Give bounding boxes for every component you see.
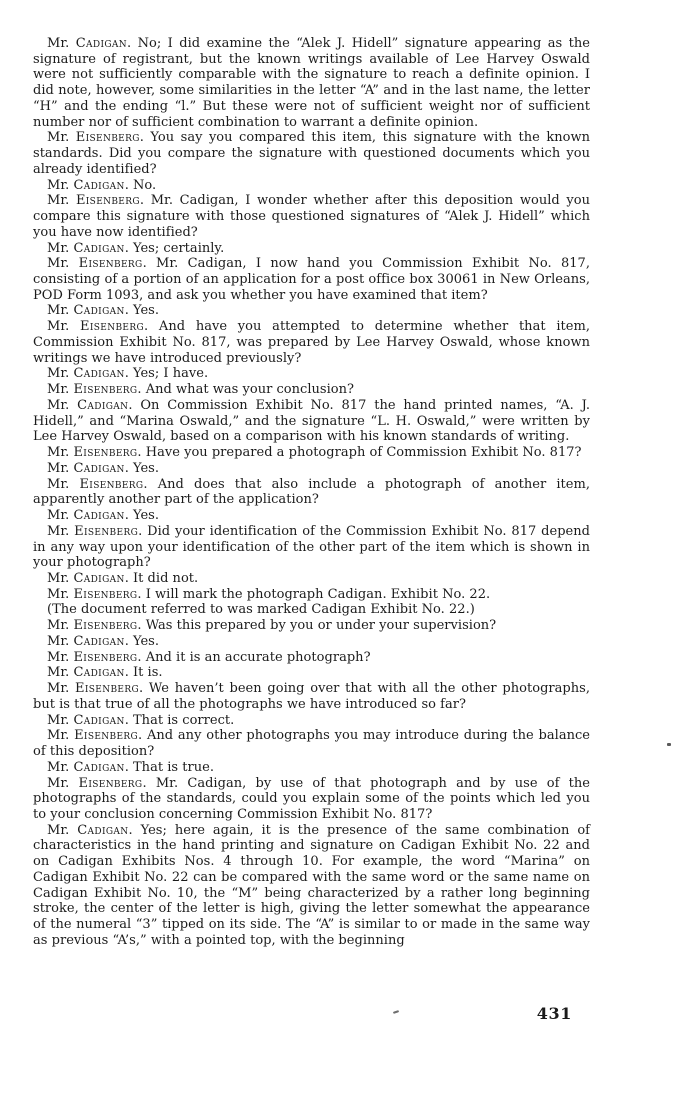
speaker-label — [47, 178, 129, 193]
paragraph-text: And does that also include a photograph of another item, apparently another part of the application? — [33, 476, 590, 508]
speaker-period: . — [128, 822, 133, 838]
speaker-label — [47, 587, 142, 602]
speaker-label — [47, 665, 129, 680]
speaker-prefix: Mr. — [47, 476, 80, 492]
paragraph-text: That is true. — [128, 759, 215, 775]
transcript-paragraph — [33, 681, 590, 712]
speaker-label — [47, 303, 129, 318]
paragraph-text: Yes. — [128, 460, 160, 476]
speaker-label — [47, 193, 144, 208]
paragraph-text: Yes; I have. — [128, 366, 209, 382]
speaker-period: . — [137, 445, 142, 461]
speaker-prefix: Mr. — [47, 256, 79, 272]
speaker-label — [47, 319, 148, 334]
paragraph-text: Mr. Cadigan, by use of that photograph and by use of the photographs of the standards, could you explain some of the points which led you to your conclusion concerning Commission Exhibit No. 817? — [33, 775, 590, 822]
transcript-paragraph — [33, 241, 590, 257]
paragraph-text: And it is an accurate photograph? — [141, 649, 371, 665]
speaker-label — [47, 728, 142, 743]
speaker-name: Eisenberg — [80, 319, 145, 335]
speaker-name: Eisenberg — [74, 523, 139, 539]
paragraph-text: (The document referred to was marked Cadigan Exhibit No. 22.) — [47, 602, 475, 618]
speaker-prefix: Mr. — [47, 177, 74, 193]
speaker-name: Eisenberg — [75, 130, 140, 146]
speaker-prefix: Mr. — [47, 665, 74, 681]
paragraph-text: Yes. — [128, 303, 160, 319]
speaker-period: . — [142, 256, 147, 272]
speaker-prefix: Mr. — [47, 775, 79, 791]
paragraph-text: Did your identification of the Commission Exhibit No. 817 depend in any way upon your identification of the other part of the item which is shown in your photograph? — [33, 523, 591, 571]
speaker-label — [47, 650, 142, 665]
speaker-prefix: Mr. — [47, 822, 78, 838]
speaker-label — [47, 618, 142, 633]
scan-artifact-dash — [393, 1010, 399, 1014]
paragraph-text: It did not. — [128, 570, 199, 586]
speaker-name: Cadigan — [73, 665, 125, 681]
speaker-period: . — [138, 523, 143, 539]
transcript-paragraph — [33, 760, 590, 776]
speaker-name: Cadigan — [73, 240, 125, 256]
transcript-paragraph — [33, 634, 590, 650]
transcript-paragraph — [33, 382, 590, 398]
paragraph-text: Yes; here again, it is the presence of the same combination of characteristics in the hand printing and signature on Cadigan Exhibit No. 22 and on Cadigan Exhibits Nos. 4 through 10. For example, the word “Marina” on Cadigan Exhibit No. 22 can be compared with the same word or the same name on Cadigan Exhibit No. 10, the “M” being characterized by a rather long beginning stroke, the center of the letter is high, giving the letter somewhat the appearance of the numeral “3” tipped on its side. The “A” is similar to or made in the same way as previous “A’s,” with a pointed top, with the beginning — [33, 822, 590, 948]
speaker-period: . — [124, 665, 129, 681]
speaker-prefix: Mr. — [47, 618, 74, 634]
paragraph-text: And have you attempted to determine whether that item, Commission Exhibit No. 817, was prepared by Lee Harvey Oswald, whose known writings we have introduced previously? — [33, 319, 590, 366]
speaker-label — [47, 36, 131, 51]
transcript-paragraph — [33, 445, 590, 461]
speaker-name: Eisenberg — [79, 476, 144, 492]
speaker-name: Cadigan — [73, 366, 125, 382]
transcript-paragraph — [33, 319, 590, 366]
speaker-label — [47, 571, 129, 586]
transcript-paragraph — [33, 130, 590, 177]
speaker-label — [47, 256, 147, 271]
speaker-label — [47, 366, 129, 381]
speaker-prefix: Mr. — [47, 397, 78, 413]
paragraph-text: Yes. — [128, 508, 160, 524]
speaker-label — [47, 398, 133, 413]
paragraph-text: We haven’t been going over that with all the other photographs, but is that true of all the photographs we have introduced so far? — [33, 681, 590, 712]
transcript-paragraph — [33, 477, 590, 508]
scan-artifact-dot — [667, 743, 671, 746]
speaker-period: . — [142, 775, 147, 791]
speaker-period: . — [124, 633, 129, 649]
speaker-label — [47, 241, 129, 256]
speaker-period: . — [124, 177, 129, 193]
speaker-prefix: Mr. — [47, 130, 76, 146]
speaker-label — [47, 461, 129, 476]
speaker-period: . — [139, 193, 145, 209]
transcript-paragraph — [33, 398, 590, 445]
speaker-prefix: Mr. — [47, 649, 74, 665]
speaker-period: . — [137, 382, 142, 398]
speaker-name: Eisenberg — [73, 649, 138, 665]
speaker-prefix: Mr. — [47, 508, 74, 524]
speaker-period: . — [124, 303, 129, 319]
transcript-paragraph — [33, 508, 590, 524]
transcript-paragraph — [33, 728, 590, 759]
speaker-name: Eisenberg — [75, 193, 140, 209]
transcript-body — [33, 36, 590, 949]
speaker-period: . — [124, 366, 129, 382]
speaker-prefix: Mr. — [47, 570, 74, 586]
speaker-name: Eisenberg — [73, 445, 138, 461]
speaker-period: . — [128, 397, 133, 413]
paragraph-text: That is correct. — [128, 712, 235, 728]
paragraph-text: You say you compared this item, this signature with the known standards. Did you compare the signature with questioned documents which you already identified? — [33, 130, 590, 177]
transcript-paragraph — [33, 366, 590, 382]
speaker-label — [47, 445, 142, 460]
speaker-period: . — [126, 36, 132, 51]
speaker-period: . — [137, 618, 142, 634]
speaker-prefix: Mr. — [47, 523, 75, 539]
speaker-label — [47, 713, 129, 728]
speaker-label — [47, 382, 142, 397]
paragraph-text: Yes. — [128, 633, 160, 649]
speaker-name: Cadigan — [73, 508, 125, 524]
speaker-prefix: Mr. — [47, 759, 74, 775]
paragraph-text: It is. — [128, 665, 163, 681]
paragraph-text: And any other photographs you may introduce during the balance of this deposition? — [33, 728, 590, 760]
transcript-paragraph — [33, 36, 590, 130]
speaker-name: Cadigan — [73, 712, 125, 728]
paragraph-text: Was this prepared by you or under your supervision? — [141, 618, 497, 634]
paragraph-text: Yes; certainly. — [128, 240, 225, 256]
speaker-prefix: Mr. — [47, 240, 74, 256]
speaker-label — [47, 823, 133, 838]
speaker-period: . — [124, 240, 129, 256]
speaker-label — [47, 681, 143, 696]
paragraph-text: Have you prepared a photograph of Commission Exhibit No. 817? — [141, 445, 582, 461]
speaker-period: . — [124, 508, 129, 524]
speaker-name: Eisenberg — [78, 775, 143, 791]
paragraph-text: Mr. Cadigan, I now hand you Commission Exhibit No. 817, consisting of a portion of an application for a post office box 30061 in New Orleans, POD Form 1093, and ask you whether you have examined that item? — [33, 256, 590, 303]
speaker-label — [47, 634, 129, 649]
speaker-name: Cadigan — [73, 177, 125, 193]
speaker-period: . — [138, 728, 143, 744]
speaker-prefix: Mr. — [47, 319, 81, 335]
paragraph-text: I will mark the photograph Cadigan. Exhibit No. 22. — [141, 586, 491, 602]
transcript-paragraph — [33, 618, 590, 634]
speaker-name: Cadigan — [73, 759, 125, 775]
paragraph-text: On Commission Exhibit No. 817 the hand printed names, “A. J. Hidell,” and “Marina Oswald,” and the signature “L. H. Oswald,” were written by Lee Harvey Oswald, based on a comparison with his known standards of writing. — [33, 397, 590, 445]
transcript-paragraph — [33, 650, 590, 666]
speaker-period: . — [144, 319, 149, 335]
speaker-label — [47, 760, 129, 775]
speaker-name: Cadigan — [77, 397, 129, 413]
speaker-prefix: Mr. — [47, 445, 74, 461]
speaker-name: Eisenberg — [74, 728, 139, 744]
speaker-name: Eisenberg — [73, 586, 138, 602]
transcript-paragraph — [33, 587, 590, 603]
page-number: 431 — [536, 1004, 572, 1023]
speaker-name: Cadigan — [73, 633, 125, 649]
transcript-paragraph — [33, 303, 590, 319]
speaker-name: Eisenberg — [75, 681, 140, 697]
speaker-name: Cadigan — [73, 460, 125, 476]
speaker-period: . — [137, 649, 142, 665]
speaker-prefix: Mr. — [47, 303, 74, 319]
paragraph-text: Mr. Cadigan, I wonder whether after this deposition would you compare this signature with those questioned signatures of “Alek J. Hidell” which you have now identified? — [33, 193, 590, 240]
speaker-name: Cadigan — [73, 570, 125, 586]
speaker-name: Cadigan — [73, 303, 125, 319]
transcript-paragraph — [33, 665, 590, 681]
transcript-paragraph — [33, 524, 590, 571]
transcript-paragraph — [33, 602, 590, 618]
speaker-label — [47, 477, 148, 492]
speaker-prefix: Mr. — [47, 633, 74, 649]
speaker-prefix: Mr. — [47, 712, 74, 728]
speaker-prefix: Mr. — [47, 366, 74, 382]
speaker-prefix: Mr. — [47, 586, 74, 602]
speaker-prefix: Mr. — [47, 382, 74, 398]
transcript-paragraph — [33, 776, 590, 823]
paragraph-text: And what was your conclusion? — [141, 382, 354, 398]
paragraph-text: No. — [128, 177, 157, 193]
paragraph-text: No; I did examine the “Alek J. Hidell” signature appearing as the signature of registrant, but the known writings available of Lee Harvey Oswald were not sufficiently comparable with the signature to reach a definite opinion. I did note, however, some similarities in the letter “A” and in the last name, the letter “H” and the ending “l.” But these were not of sufficient weight nor of sufficient number nor of sufficient combination to warrant a definite opinion. — [33, 36, 590, 130]
speaker-prefix: Mr. — [47, 193, 76, 209]
speaker-label — [47, 130, 144, 145]
speaker-label — [47, 524, 142, 539]
speaker-prefix: Mr. — [47, 681, 76, 697]
speaker-period: . — [124, 460, 129, 476]
speaker-prefix: Mr. — [47, 460, 74, 476]
speaker-period: . — [143, 476, 148, 492]
transcript-paragraph — [33, 571, 590, 587]
transcript-paragraph — [33, 823, 590, 949]
speaker-name: Eisenberg — [73, 618, 138, 634]
speaker-name: Eisenberg — [78, 256, 143, 272]
transcript-paragraph — [33, 256, 590, 303]
speaker-name: Cadigan — [75, 36, 127, 51]
speaker-period: . — [124, 570, 129, 586]
speaker-name: Cadigan — [77, 822, 129, 838]
speaker-period: . — [139, 130, 144, 146]
speaker-label — [47, 508, 129, 523]
transcript-paragraph — [33, 713, 590, 729]
speaker-prefix: Mr. — [47, 728, 75, 744]
transcript-paragraph — [33, 193, 590, 240]
speaker-prefix: Mr. — [47, 36, 76, 51]
transcript-paragraph — [33, 461, 590, 477]
speaker-period: . — [139, 681, 144, 697]
speaker-period: . — [137, 586, 142, 602]
transcript-paragraph — [33, 178, 590, 194]
speaker-period: . — [124, 712, 129, 728]
speaker-label — [47, 776, 147, 791]
speaker-period: . — [124, 759, 129, 775]
speaker-name: Eisenberg — [73, 382, 138, 398]
